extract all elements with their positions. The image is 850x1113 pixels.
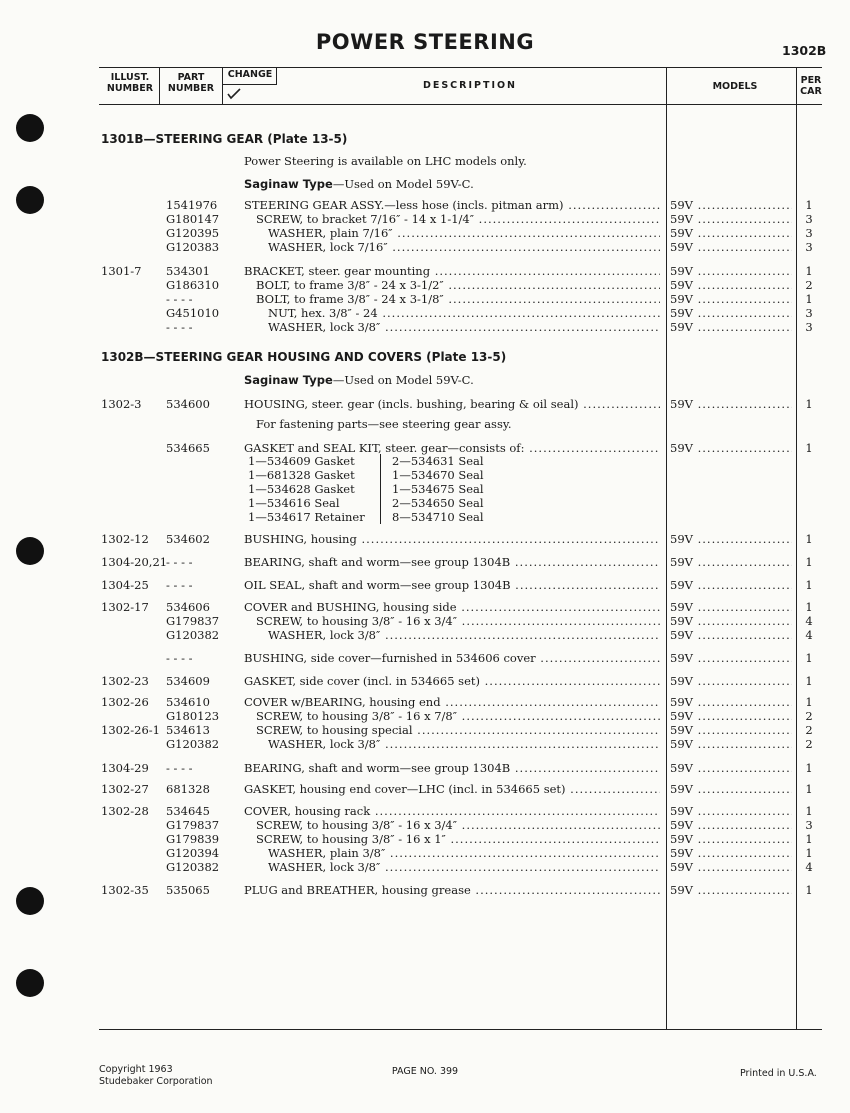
per-car-qty: 4 (805, 860, 813, 874)
kit-contents-left (248, 454, 365, 524)
per-car-qty: 1 (805, 883, 813, 897)
model-code: 59V ..... (670, 578, 792, 592)
type-label: Saginaw Type (244, 373, 333, 387)
model-code: 59V ..... (670, 441, 792, 455)
part-description: NUT, hex. 3/8″ - 24 ..... (268, 306, 660, 320)
table-row (0, 292, 850, 306)
per-car-qty: 1 (805, 198, 813, 212)
per-car-qty: 3 (805, 240, 813, 254)
part-number: G179837 (166, 614, 220, 628)
illus-number: 1302-35 (101, 883, 149, 897)
kit-divider (380, 454, 381, 524)
table-row (0, 532, 850, 546)
illus-number: 1302-23 (101, 674, 149, 688)
model-code: 59V ..... (670, 600, 792, 614)
part-description: WASHER, plain 3/8″ ..... (268, 846, 660, 860)
change-box-rule (222, 84, 277, 85)
col-illus-header (103, 72, 157, 94)
part-description: STEERING GEAR ASSY.—less hose (incls. pitman arm) ..... (244, 198, 660, 212)
printed-in: Printed in U.S.A. (740, 1068, 817, 1079)
section-note: Power Steering is available on LHC models only. (244, 154, 527, 168)
kit-contents-right (392, 454, 484, 524)
col-models-header: MODELS (712, 81, 758, 92)
col-per-header (798, 75, 824, 97)
table-row (0, 846, 850, 860)
per-car-qty: 2 (805, 278, 813, 292)
col-illus-line2: NUMBER (106, 83, 154, 94)
model-code: 59V ..... (670, 761, 792, 775)
part-number: - - - - (166, 292, 193, 306)
table-row (0, 709, 850, 723)
per-car-qty: 1 (805, 600, 813, 614)
col-part-line2: NUMBER (167, 83, 215, 94)
part-description: HOUSING, steer. gear (incls. bushing, bearing & oil seal) ..... (244, 397, 660, 411)
model-code: 59V ..... (670, 818, 792, 832)
illus-number: 1302-12 (101, 532, 149, 546)
col-divider (159, 67, 160, 104)
illus-number: 1304-29 (101, 761, 149, 775)
part-number: 534613 (166, 723, 210, 737)
part-description: COVER and BUSHING, housing side ..... (244, 600, 660, 614)
part-description: SCREW, to housing 3/8″ - 16 x 1″ ..... (256, 832, 660, 846)
table-row (0, 240, 850, 254)
part-description: GASKET, side cover (incl. in 534665 set) ..... (244, 674, 660, 688)
illus-number: 1302-26 (101, 695, 149, 709)
model-code: 59V ..... (670, 651, 792, 665)
header-top-rule (99, 67, 822, 68)
section-title: 1302B—STEERING GEAR HOUSING AND COVERS (Plate 13-5) (101, 350, 507, 364)
type-detail: —Used on Model 59V-C. (332, 373, 474, 387)
table-row (0, 198, 850, 212)
part-description: WASHER, lock 3/8″ ..... (268, 737, 660, 751)
per-car-qty: 1 (805, 804, 813, 818)
col-per-line1: PER (800, 75, 822, 86)
col-per-line2: CAR (800, 86, 822, 97)
table-row (0, 832, 850, 846)
header-bottom-rule (99, 104, 822, 105)
per-car-qty: 3 (805, 212, 813, 226)
model-code: 59V ..... (670, 695, 792, 709)
model-code: 59V ..... (670, 737, 792, 751)
table-row (0, 226, 850, 240)
table-row (0, 860, 850, 874)
model-code: 59V ..... (670, 804, 792, 818)
model-code: 59V ..... (670, 723, 792, 737)
illus-number: 1302-27 (101, 782, 149, 796)
model-code: 59V ..... (670, 320, 792, 334)
page-number: PAGE NO. 399 (391, 1066, 459, 1077)
table-row (0, 441, 850, 455)
part-number: G179839 (166, 832, 220, 846)
col-illus-line1: ILLUST. (110, 72, 150, 83)
per-car-qty: 1 (805, 846, 813, 860)
punch-hole (16, 114, 44, 142)
per-car-qty: 1 (805, 555, 813, 569)
per-car-qty: 3 (805, 818, 813, 832)
part-number: G120395 (166, 226, 220, 240)
part-description: BEARING, shaft and worm—see group 1304B ..... (244, 555, 660, 569)
table-row (0, 555, 850, 569)
model-code: 59V ..... (670, 628, 792, 642)
kit-item: 1—681328 Gasket (248, 468, 355, 482)
part-description: BOLT, to frame 3/8″ - 24 x 3-1/8″ ..... (256, 292, 660, 306)
part-description: WASHER, lock 7/16″ ..... (268, 240, 660, 254)
col-divider (276, 67, 277, 84)
part-description: COVER w/BEARING, housing end ..... (244, 695, 660, 709)
model-code: 59V ..... (670, 782, 792, 796)
kit-item: 1—534616 Seal (248, 496, 340, 510)
illus-number: 1302-28 (101, 804, 149, 818)
part-number: G180147 (166, 212, 220, 226)
part-description: BRACKET, steer. gear mounting ..... (244, 264, 660, 278)
kit-item: 1—534609 Gasket (248, 454, 355, 468)
per-car-qty: 1 (805, 441, 813, 455)
part-number: G186310 (166, 278, 220, 292)
model-code: 59V ..... (670, 278, 792, 292)
model-code: 59V ..... (670, 306, 792, 320)
table-row (0, 674, 850, 688)
part-description: GASKET and SEAL KIT, steer. gear—consists of: ..... (244, 441, 660, 455)
part-number: G451010 (166, 306, 220, 320)
table-row (0, 723, 850, 737)
part-description: WASHER, plain 7/16″ ..... (268, 226, 660, 240)
part-number: 534602 (166, 532, 210, 546)
table-bottom-rule (99, 1029, 822, 1030)
part-number: 534609 (166, 674, 210, 688)
model-code: 59V ..... (670, 883, 792, 897)
model-code: 59V ..... (670, 674, 792, 688)
part-number: 534610 (166, 695, 210, 709)
illus-number: 1302-26-1 (101, 723, 160, 737)
illus-number: 1302-3 (101, 397, 142, 411)
type-note (244, 177, 474, 191)
per-car-qty: 1 (805, 674, 813, 688)
per-car-qty: 2 (805, 723, 813, 737)
per-car-qty: 1 (805, 578, 813, 592)
table-row (0, 264, 850, 278)
part-description: BUSHING, side cover—furnished in 534606 cover ..... (244, 651, 660, 665)
kit-item: 1—534628 Gasket (248, 482, 355, 496)
per-car-qty: 3 (805, 306, 813, 320)
part-description: PLUG and BREATHER, housing grease ..... (244, 883, 660, 897)
part-number: 534301 (166, 264, 210, 278)
part-description: SCREW, to housing 3/8″ - 16 x 3/4″ ..... (256, 818, 660, 832)
part-number: G120394 (166, 846, 220, 860)
per-car-qty: 2 (805, 737, 813, 751)
kit-item: 1—534675 Seal (392, 482, 484, 496)
model-code: 59V ..... (670, 226, 792, 240)
part-number: - - - - (166, 651, 193, 665)
col-divider (222, 67, 223, 104)
model-code: 59V ..... (670, 198, 792, 212)
model-code: 59V ..... (670, 292, 792, 306)
part-number: - - - - (166, 555, 193, 569)
table-row (0, 614, 850, 628)
check-mark-icon (226, 86, 242, 100)
type-detail: —Used on Model 59V-C. (332, 177, 474, 191)
part-number: G120382 (166, 737, 220, 751)
table-row (0, 761, 850, 775)
table-row (0, 818, 850, 832)
copyright-line1: Copyright 1963 (99, 1064, 173, 1075)
kit-item: 8—534710 Seal (392, 510, 484, 524)
table-row (0, 578, 850, 592)
section-title: 1301B—STEERING GEAR (Plate 13-5) (101, 132, 348, 146)
part-description: SCREW, to bracket 7/16″ - 14 x 1-1/4″ ..... (256, 212, 660, 226)
type-label: Saginaw Type (244, 177, 333, 191)
part-description: GASKET, housing end cover—LHC (incl. in 534665 set) ..... (244, 782, 660, 796)
illus-number: 1301-7 (101, 264, 142, 278)
table-row (0, 737, 850, 751)
part-number: G120382 (166, 860, 220, 874)
part-number: - - - - (166, 320, 193, 334)
table-row (0, 306, 850, 320)
illus-number: 1304-20,21 (101, 555, 168, 569)
table-row (0, 212, 850, 226)
col-desc-header: DESCRIPTION (422, 80, 518, 91)
model-code: 59V ..... (670, 614, 792, 628)
per-car-qty: 1 (805, 695, 813, 709)
table-row (0, 278, 850, 292)
per-car-qty: 1 (805, 761, 813, 775)
table-row (0, 320, 850, 334)
part-description: COVER, housing rack ..... (244, 804, 660, 818)
model-code: 59V ..... (670, 264, 792, 278)
illus-number: 1302-17 (101, 600, 149, 614)
per-car-qty: 1 (805, 651, 813, 665)
part-description: BOLT, to frame 3/8″ - 24 x 3-1/2″ ..... (256, 278, 660, 292)
per-car-qty: 1 (805, 264, 813, 278)
part-description: WASHER, lock 3/8″ ..... (268, 860, 660, 874)
part-description: BEARING, shaft and worm—see group 1304B ..... (244, 761, 660, 775)
part-number: 535065 (166, 883, 210, 897)
part-number: - - - - (166, 761, 193, 775)
per-car-qty: 3 (805, 320, 813, 334)
table-row (0, 397, 850, 411)
table-row (0, 600, 850, 614)
table-row (0, 804, 850, 818)
per-car-qty: 1 (805, 782, 813, 796)
table-row (0, 651, 850, 665)
per-car-qty: 1 (805, 832, 813, 846)
part-description: WASHER, lock 3/8″ ..... (268, 628, 660, 642)
kit-item: 1—534670 Seal (392, 468, 484, 482)
part-description: SCREW, to housing 3/8″ - 16 x 3/4″ ..... (256, 614, 660, 628)
per-car-qty: 4 (805, 614, 813, 628)
page-code: 1302B (782, 43, 827, 58)
col-part-line1: PART (177, 72, 205, 83)
part-description: SCREW, to housing 3/8″ - 16 x 7/8″ ..... (256, 709, 660, 723)
part-number: G180123 (166, 709, 220, 723)
part-number: 534600 (166, 397, 210, 411)
kit-item: 1—534617 Retainer (248, 510, 365, 524)
kit-item: 2—534650 Seal (392, 496, 484, 510)
per-car-qty: 3 (805, 226, 813, 240)
kit-item: 2—534631 Seal (392, 454, 484, 468)
copyright-line2: Studebaker Corporation (99, 1076, 213, 1087)
part-description: OIL SEAL, shaft and worm—see group 1304B ..... (244, 578, 660, 592)
part-number: G120383 (166, 240, 220, 254)
table-row (0, 782, 850, 796)
illus-number: 1304-25 (101, 578, 149, 592)
model-code: 59V ..... (670, 240, 792, 254)
section-note: For fastening parts—see steering gear assy. (256, 417, 512, 431)
punch-hole (16, 969, 44, 997)
type-note (244, 373, 474, 387)
model-code: 59V ..... (670, 555, 792, 569)
table-row (0, 883, 850, 897)
part-number: 534645 (166, 804, 210, 818)
model-code: 59V ..... (670, 846, 792, 860)
part-number: 1541976 (166, 198, 218, 212)
model-code: 59V ..... (670, 532, 792, 546)
part-description: BUSHING, housing ..... (244, 532, 660, 546)
model-code: 59V ..... (670, 709, 792, 723)
page-title: POWER STEERING (315, 30, 535, 54)
model-code: 59V ..... (670, 212, 792, 226)
part-number: - - - - (166, 578, 193, 592)
per-car-qty: 2 (805, 709, 813, 723)
part-number: G179837 (166, 818, 220, 832)
part-description: WASHER, lock 3/8″ ..... (268, 320, 660, 334)
table-row (0, 695, 850, 709)
part-number: 681328 (166, 782, 210, 796)
part-description: SCREW, to housing special ..... (256, 723, 660, 737)
model-code: 59V ..... (670, 397, 792, 411)
per-car-qty: 1 (805, 292, 813, 306)
model-code: 59V ..... (670, 832, 792, 846)
table-row (0, 628, 850, 642)
col-part-header (162, 72, 220, 94)
col-change-header: CHANGE (227, 69, 273, 80)
model-code: 59V ..... (670, 860, 792, 874)
part-number: 534665 (166, 441, 210, 455)
per-car-qty: 4 (805, 628, 813, 642)
per-car-qty: 1 (805, 532, 813, 546)
part-number: 534606 (166, 600, 210, 614)
part-number: G120382 (166, 628, 220, 642)
per-car-qty: 1 (805, 397, 813, 411)
